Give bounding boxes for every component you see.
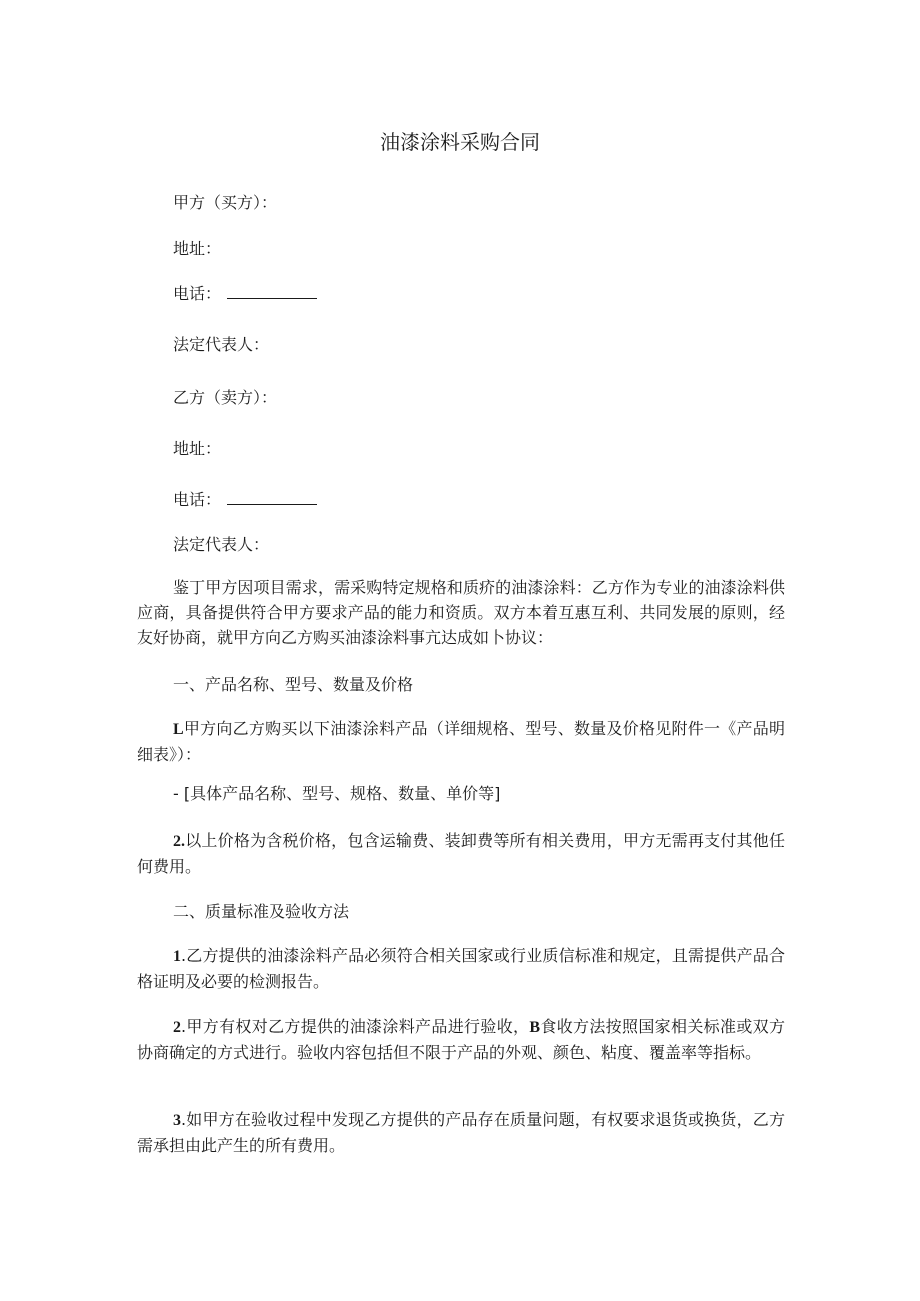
section2-item2-number: 2 bbox=[173, 1019, 181, 1036]
section1-heading: 一、产品名称、型号、数量及价格 bbox=[173, 675, 414, 694]
party-a-phone-blank bbox=[227, 282, 317, 299]
section1-item2-number: 2. bbox=[173, 833, 185, 850]
section2-item1 bbox=[137, 943, 785, 994]
section2-item2-text-a: .甲方有权对乙方提供的油漆涂料产品进行验收， bbox=[181, 1017, 530, 1036]
party-a-label: 甲方（买方）： bbox=[173, 193, 278, 212]
section1-item2 bbox=[137, 828, 785, 879]
section2-item3-number: 3 bbox=[173, 1112, 181, 1129]
section1-bullet: - [具体产品名称、型号、规格、数量、单价等] bbox=[173, 784, 501, 803]
section2-item2 bbox=[137, 1014, 785, 1065]
party-b-phone bbox=[173, 488, 317, 512]
party-b-label: 乙方（卖方）： bbox=[173, 388, 278, 407]
section2-heading: 二、质量标准及验收方法 bbox=[173, 902, 350, 921]
party-b-address: 地址： bbox=[173, 439, 222, 458]
section2-item2-text-b: 食收方法按照国家相关标准或双方协商确定的方式进行。验收内容包括但不限于产品的外观、颜色、粘度、覆盖率等指标。 bbox=[137, 1017, 785, 1062]
section2-item3-text: .如甲方在验收过程中发现乙方提供的产品存在质量问题，有权要求退货或换货，乙方需承担由此产生的所有费用。 bbox=[137, 1110, 785, 1155]
section1-item1-number: L bbox=[173, 721, 184, 738]
section2-item2-letter: B bbox=[529, 1019, 541, 1036]
section1-item2-text: 以上价格为含税价格，包含运输费、装卸费等所有相关费用，甲方无需再支付其他任何费用。 bbox=[137, 831, 785, 876]
section2-item3 bbox=[137, 1107, 785, 1158]
section2-item1-number: 1 bbox=[173, 948, 181, 965]
party-b-phone-label: 电话： bbox=[173, 490, 222, 509]
party-a-phone bbox=[173, 282, 317, 306]
party-a-address: 地址： bbox=[173, 239, 222, 258]
preamble-paragraph: 鉴丁甲方因项目需求，需采购特定规格和质疥的油漆涂料：乙方作为专业的油漆涂料供应商，具备提供符合甲方要求产品的能力和资质。双方本着互惠互利、共同发展的原则，经友好协商，就甲方向乙方购买油漆涂料事亢达成如卜协议： bbox=[137, 578, 785, 647]
section1-item1 bbox=[137, 716, 785, 767]
party-b-phone-blank bbox=[227, 488, 317, 505]
party-b-representative: 法定代表人： bbox=[173, 535, 270, 554]
document-title: 油漆涂料采购合同 bbox=[380, 130, 540, 154]
section1-item1-text: 甲方向乙方购买以下油漆涂料产品（详细规格、型号、数量及价格见附件一《产品明细表》）： bbox=[137, 719, 785, 764]
party-a-phone-label: 电话： bbox=[173, 284, 222, 303]
section2-item1-text: .乙方提供的油漆涂料产品必须符合相关国家或行业质信标准和规定，且需提供产品合格证明及必要的检测报告。 bbox=[137, 946, 785, 991]
party-a-representative: 法定代表人： bbox=[173, 335, 270, 354]
